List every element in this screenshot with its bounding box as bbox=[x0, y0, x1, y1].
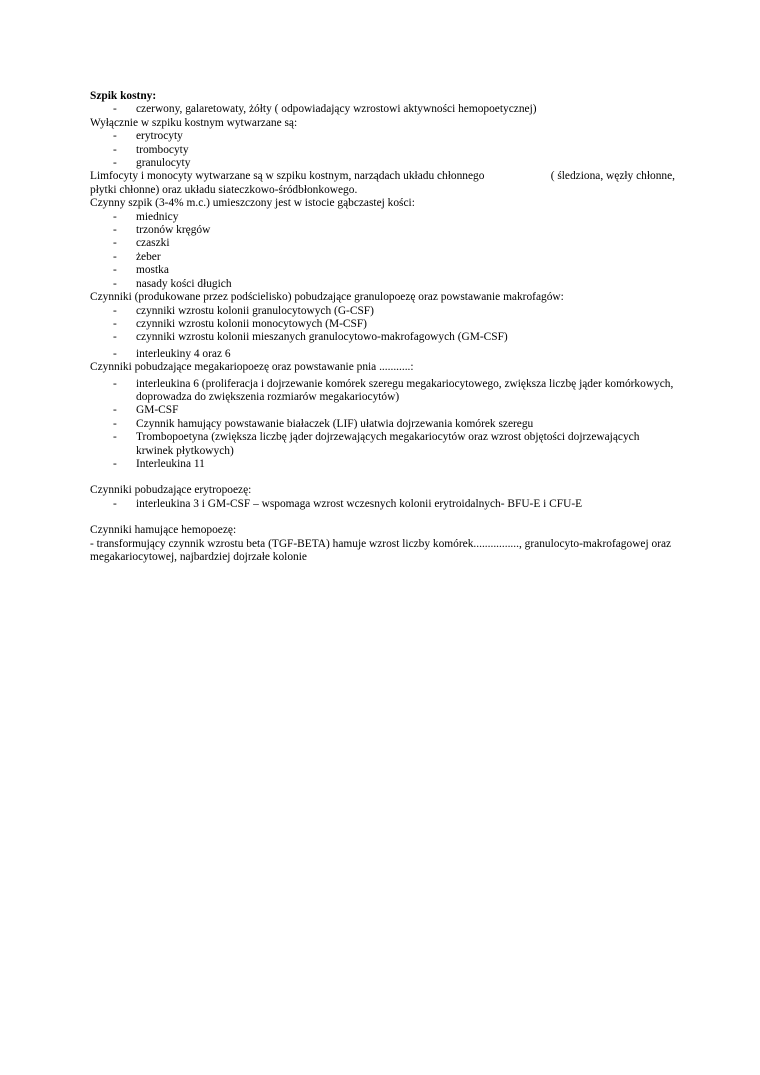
dash-bullet: - bbox=[113, 237, 117, 250]
paragraph-czynny-szpik: Czynny szpik (3-4% m.c.) umieszczony jest w istocie gąbczastej kości: bbox=[90, 197, 415, 210]
spacer bbox=[90, 471, 675, 484]
list-item: - granulocyty bbox=[113, 157, 191, 170]
document-page bbox=[90, 90, 675, 564]
list-item: - czynniki wzrostu kolonii monocytowych (M-CSF) bbox=[113, 317, 367, 330]
list-item: - Interleukina 11 bbox=[113, 457, 205, 470]
list-item: - trombocyty bbox=[113, 143, 189, 156]
paragraph-tgf-beta: - transformujący czynnik wzrostu beta (TGF-BETA) hamuje wzrost liczby komórek................, granulocyto-makrofagowej oraz megakariocytowej, najbardziej dojrzałe kolonie bbox=[90, 537, 672, 563]
spacer bbox=[90, 511, 675, 524]
list-item: - czaszki bbox=[113, 237, 170, 250]
list-item: - czynniki wzrostu kolonii granulocytowych (G-CSF) bbox=[113, 304, 374, 317]
list-item: - Czynnik hamujący powstawanie białaczek (LIF) ułatwia dojrzewania komórek szeregu bbox=[113, 417, 534, 430]
list-item: - nasady kości długich bbox=[113, 277, 232, 290]
list-item: - GM-CSF bbox=[113, 404, 179, 417]
dash-bullet: - bbox=[113, 304, 117, 317]
dash-bullet: - bbox=[113, 497, 117, 510]
list-item: - interleukina 3 i GM-CSF – wspomaga wzrost wczesnych kolonii erytroidalnych- BFU-E i CFU-E bbox=[113, 497, 583, 510]
dash-bullet: - bbox=[113, 210, 117, 223]
dash-bullet: - bbox=[113, 103, 117, 116]
paragraph-hamujace: Czynniki hamujące hemopoezę: bbox=[90, 524, 237, 537]
list-item: - czynniki wzrostu kolonii mieszanych granulocytowo-makrofagowych (GM-CSF) bbox=[113, 331, 508, 344]
list-item: - miednicy bbox=[113, 210, 179, 223]
dash-bullet: - bbox=[113, 130, 117, 143]
paragraph-granulopoeza: Czynniki (produkowane przez podścielisko) pobudzające granulopoezę oraz powstawanie makrofagów: bbox=[90, 291, 564, 304]
paragraph-erytropoeza: Czynniki pobudzające erytropoezę: bbox=[90, 484, 252, 497]
dash-bullet: - bbox=[113, 317, 117, 330]
list-item: - mostka bbox=[113, 264, 169, 277]
dash-bullet: - bbox=[113, 347, 117, 360]
list-cells bbox=[90, 130, 675, 170]
list-item: - interleukiny 4 oraz 6 bbox=[113, 347, 231, 360]
list-erytropoeza-factors bbox=[90, 498, 675, 511]
list-item: - erytrocyty bbox=[113, 130, 183, 143]
dash-bullet: - bbox=[113, 404, 117, 417]
dash-bullet: - bbox=[113, 457, 117, 470]
dash-bullet: - bbox=[113, 431, 117, 444]
list-item: - Trombopoetyna (zwiększa liczbę jąder dojrzewających megakariocytów oraz wzrost objętości dojrzewających krwinek płytkowych) bbox=[113, 431, 640, 457]
dash-bullet: - bbox=[113, 250, 117, 263]
paragraph-limfocyty-line1: Limfocyty i monocyty wytwarzane są w szpiku kostnym, narządach układu chłonnego ( śledziona, węzły chłonne, bbox=[90, 170, 675, 183]
dash-bullet: - bbox=[113, 377, 117, 390]
dash-bullet: - bbox=[113, 264, 117, 277]
dash-bullet: - bbox=[113, 143, 117, 156]
dash-bullet: - bbox=[113, 331, 117, 344]
dash-bullet: - bbox=[113, 224, 117, 237]
paragraph-megakariopoeza: Czynniki pobudzające megakariopoezę oraz powstawanie pnia ...........: bbox=[90, 361, 414, 374]
list-granulopoeza-factors bbox=[90, 305, 675, 362]
paragraph-wylacznie: Wyłącznie w szpiku kostnym wytwarzane są: bbox=[90, 116, 298, 129]
list-item: - interleukina 6 (proliferacja i dojrzewanie komórek szeregu megakariocytowego, zwiększa liczbę jąder komórkowych, doprowadza do zwiększenia rozmiarów megakariocytów) bbox=[113, 377, 674, 403]
list-item: - żeber bbox=[113, 250, 161, 263]
dash-bullet: - bbox=[113, 417, 117, 430]
dash-bullet: - bbox=[113, 157, 117, 170]
list-item: - trzonów kręgów bbox=[113, 224, 211, 237]
list-szpik-types bbox=[90, 103, 675, 116]
dash-bullet: - bbox=[113, 277, 117, 290]
list-megakariopoeza-factors bbox=[90, 378, 675, 472]
list-item: - czerwony, galaretowaty, żółty ( odpowiadający wzrostowi aktywności hemopoetycznej) bbox=[113, 103, 537, 116]
list-bones bbox=[90, 211, 675, 291]
paragraph-limfocyty-line2: płytki chłonne) oraz układu siateczkowo-śródbłonkowego. bbox=[90, 183, 358, 196]
section-heading-szpik: Szpik kostny: bbox=[90, 90, 157, 102]
